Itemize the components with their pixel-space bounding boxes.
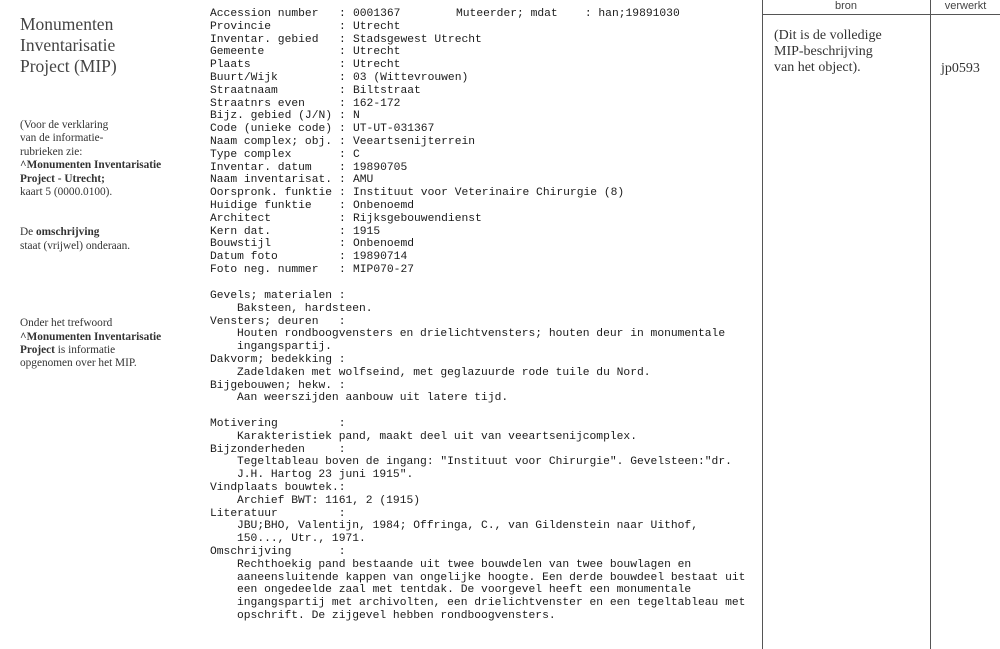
field-label: Naam inventarisat. bbox=[210, 174, 333, 187]
field-value: 1915 bbox=[353, 225, 381, 238]
field-label: Kern dat. bbox=[210, 225, 272, 238]
verwerkt-header: verwerkt bbox=[944, 0, 987, 12]
field-row bbox=[210, 187, 624, 200]
field-label: Code (unieke code) bbox=[210, 123, 333, 136]
project-title: Monumenten Inventarisatie Project (MIP) bbox=[20, 14, 117, 76]
field-label: Huidige funktie bbox=[210, 199, 312, 212]
field-value: Utrecht bbox=[353, 59, 401, 72]
field-value: 162-172 bbox=[353, 97, 401, 110]
section-label: Motivering : bbox=[210, 417, 346, 430]
section bbox=[210, 508, 745, 546]
section-label: Vensters; deuren : bbox=[210, 315, 346, 328]
field-value: Onbenoemd bbox=[353, 238, 415, 251]
field-row bbox=[210, 174, 624, 187]
section bbox=[210, 444, 745, 482]
field-value: AMU bbox=[353, 174, 374, 187]
bron-header: bron bbox=[834, 0, 858, 12]
field-label: Provincie bbox=[210, 20, 272, 33]
section bbox=[210, 380, 745, 406]
field-label: Datum foto bbox=[210, 251, 278, 264]
field-colon: : bbox=[339, 97, 346, 110]
field-colon: : bbox=[339, 59, 346, 72]
field-colon: : bbox=[339, 46, 346, 59]
field-label: Straatnrs even bbox=[210, 97, 305, 110]
column-divider bbox=[762, 0, 763, 649]
field-colon: : bbox=[339, 123, 346, 136]
section-value: Archief BWT: 1161, 2 (1915) bbox=[237, 494, 421, 507]
description-note: De omschrijving staat (vrijwel) onderaan. bbox=[20, 226, 131, 252]
verwerkt-cell: jp0593 bbox=[941, 61, 980, 76]
section-value: Zadeldaken met wolfseind, met geglazuurde rode tuile du Nord. bbox=[237, 366, 651, 379]
field-value: N bbox=[353, 110, 360, 123]
field-colon: : bbox=[339, 251, 346, 264]
field-label: Bouwstijl bbox=[210, 238, 272, 251]
keyword-note: Onder het trefwoord ^Monumenten Inventarisatie Project is informatie opgenomen over het MIP. bbox=[20, 317, 162, 370]
field-colon: : bbox=[339, 174, 346, 187]
field-label: Buurt/Wijk bbox=[210, 71, 278, 84]
field-row bbox=[210, 162, 624, 175]
section-value: Aan weerszijden aanbouw uit latere tijd. bbox=[237, 392, 509, 405]
section-label: Gevels; materialen : bbox=[210, 290, 346, 302]
field-label: Accession number bbox=[210, 8, 319, 20]
field-row bbox=[210, 59, 624, 72]
info-note: (Voor de verklaring van de informatie- rubrieken zie: ^Monumenten Inventarisatie Project - Utrecht; kaart 5 (0000.0100). bbox=[20, 119, 162, 199]
field-colon: : bbox=[339, 20, 346, 33]
field-label: Architect bbox=[210, 212, 272, 225]
field-row bbox=[210, 238, 624, 251]
field-value: Veeartsenijterrein bbox=[353, 135, 476, 148]
section bbox=[210, 290, 745, 316]
section-label: Bijzonderheden : bbox=[210, 443, 346, 456]
record-fields bbox=[210, 8, 624, 277]
field-row bbox=[210, 213, 624, 226]
field-colon: : bbox=[339, 71, 346, 84]
section bbox=[210, 316, 745, 354]
mutator-field: Muteerder; mdat : han;19891030 bbox=[456, 8, 680, 20]
field-value: 03 (Wittevrouwen) bbox=[353, 71, 469, 84]
section-label: Omschrijving : bbox=[210, 545, 346, 558]
field-value: Rijksgebouwendienst bbox=[353, 212, 482, 225]
sidebar bbox=[20, 14, 200, 371]
field-value: 0001367 bbox=[353, 8, 401, 20]
field-row bbox=[210, 85, 624, 98]
field-value: Instituut voor Veterinaire Chirurgie (8) bbox=[353, 187, 625, 200]
field-row bbox=[210, 264, 624, 277]
section-value: Tegeltableau boven de ingang: "Instituut voor Chirurgie". Gevelsteen:"dr. J.H. Hartog 23 juni 1915". bbox=[237, 456, 732, 482]
field-row bbox=[210, 200, 624, 213]
field-value: UT-UT-031367 bbox=[353, 123, 435, 136]
field-colon: : bbox=[339, 110, 346, 123]
section-value: Karakteristiek pand, maakt deel uit van veeartsenijcomplex. bbox=[237, 430, 637, 443]
field-row bbox=[210, 251, 624, 264]
field-colon: : bbox=[339, 225, 346, 238]
field-value: Biltstraat bbox=[353, 84, 421, 97]
field-row bbox=[210, 149, 624, 162]
section bbox=[210, 482, 745, 508]
field-colon: : bbox=[339, 33, 346, 46]
field-value: C bbox=[353, 148, 360, 161]
field-label: Straatnaam bbox=[210, 84, 278, 97]
section bbox=[210, 546, 745, 623]
field-row bbox=[210, 46, 624, 59]
field-label: Inventar. datum bbox=[210, 161, 312, 174]
field-colon: : bbox=[339, 8, 346, 20]
section-label: Vindplaats bouwtek.: bbox=[210, 481, 346, 494]
field-row bbox=[210, 226, 624, 239]
field-label: Oorspronk. funktie bbox=[210, 187, 333, 200]
field-value: 19890705 bbox=[353, 161, 408, 174]
section-value: Baksteen, hardsteen. bbox=[237, 302, 373, 315]
field-label: Naam complex; obj. bbox=[210, 135, 333, 148]
field-value: Stadsgewest Utrecht bbox=[353, 33, 482, 46]
field-value: MIP070-27 bbox=[353, 263, 415, 276]
field-label: Inventar. gebied bbox=[210, 33, 319, 46]
field-value: Utrecht bbox=[353, 46, 401, 59]
field-colon: : bbox=[339, 212, 346, 225]
section-value: JBU;BHO, Valentijn, 1984; Offringa, C., van Gildenstein naar Uithof, 150..., Utr., 1971. bbox=[237, 520, 698, 546]
field-colon: : bbox=[339, 84, 346, 97]
field-row bbox=[210, 110, 624, 123]
field-value: 19890714 bbox=[353, 251, 408, 264]
field-row bbox=[210, 98, 624, 111]
section bbox=[210, 405, 745, 418]
field-colon: : bbox=[339, 161, 346, 174]
field-colon: : bbox=[339, 238, 346, 251]
field-label: Type complex bbox=[210, 148, 292, 161]
section bbox=[210, 354, 745, 380]
field-colon: : bbox=[339, 263, 346, 276]
field-colon: : bbox=[339, 135, 346, 148]
field-colon: : bbox=[339, 199, 346, 212]
field-row bbox=[210, 123, 624, 136]
field-label: Bijz. gebied (J/N) bbox=[210, 110, 333, 123]
field-row bbox=[210, 72, 624, 85]
section-label: Literatuur : bbox=[210, 507, 346, 520]
record-sections bbox=[210, 290, 745, 623]
column-divider bbox=[930, 0, 931, 649]
section-label: Bijgebouwen; hekw. : bbox=[210, 379, 346, 392]
field-row bbox=[210, 34, 624, 47]
bron-cell: (Dit is de volledige MIP-beschrijving van het object). bbox=[774, 28, 882, 75]
section-value: Houten rondboogvensters en drielichtvensters; houten deur in monumentale ingangspartij. bbox=[237, 328, 726, 354]
section-label: Dakvorm; bedekking : bbox=[210, 353, 346, 366]
field-row bbox=[210, 21, 624, 34]
field-colon: : bbox=[339, 187, 346, 200]
section bbox=[210, 418, 745, 444]
field-row bbox=[210, 136, 624, 149]
field-value: Onbenoemd bbox=[353, 199, 415, 212]
field-label: Foto neg. nummer bbox=[210, 263, 319, 276]
header-divider bbox=[762, 14, 1000, 15]
section-value: Rechthoekig pand bestaande uit twee bouwdelen van twee bouwlagen en aaneensluitende kappen van ongelijke hoogte. Een derde bouwdeel bestaat uit een ongedeelde zaal met tentdak. De voorgevel heeft een monumentale ingangspartij met archivolten, een drielichtvenster en een tegeltableau met opschrift. De zijgevel hebben rondboogvensters. bbox=[237, 558, 746, 622]
field-colon: : bbox=[339, 148, 346, 161]
field-label: Gemeente bbox=[210, 46, 265, 59]
field-label: Plaats bbox=[210, 59, 251, 72]
field-value: Utrecht bbox=[353, 20, 401, 33]
